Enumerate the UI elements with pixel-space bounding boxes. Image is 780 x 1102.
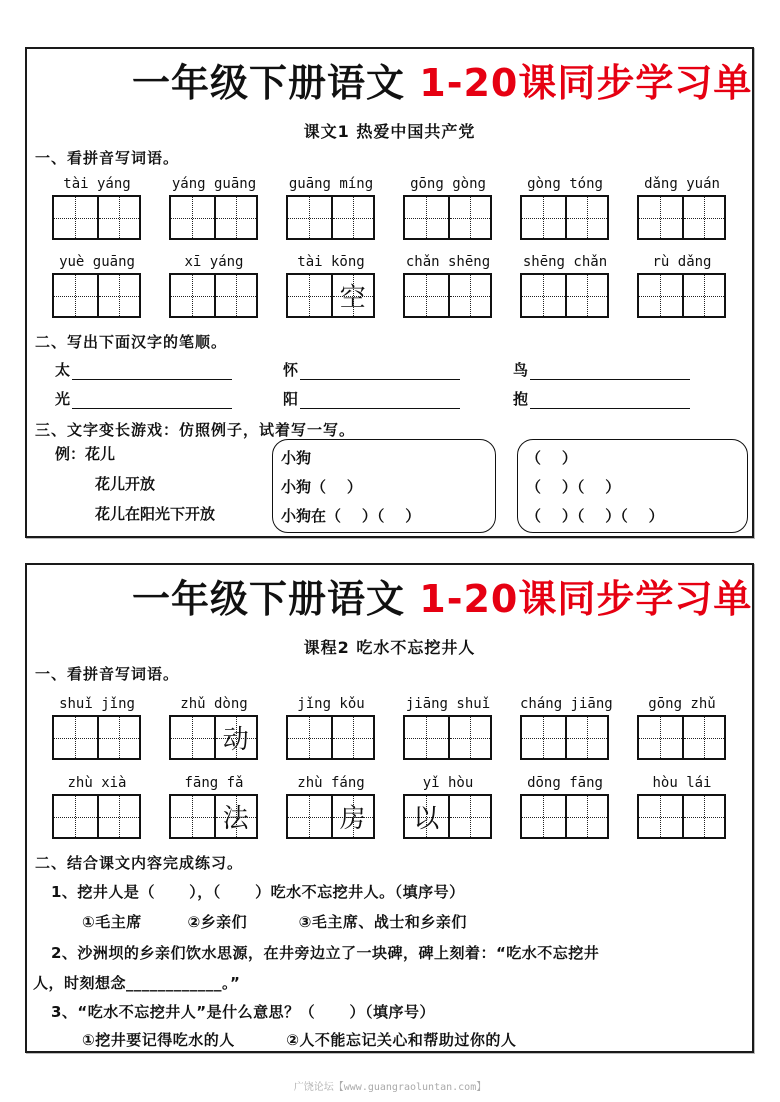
pinyin-label: hòu lái xyxy=(652,775,712,791)
example-label: 例：花儿 xyxy=(55,445,116,463)
writing-cell[interactable] xyxy=(288,796,331,837)
pinyin-word xyxy=(520,772,610,839)
writing-cell[interactable] xyxy=(171,275,214,316)
writing-cell[interactable] xyxy=(565,197,608,238)
answer-line[interactable] xyxy=(300,362,460,380)
writing-cell[interactable] xyxy=(405,796,448,837)
writing-cell[interactable] xyxy=(682,197,725,238)
pinyin-label: jiāng shuǐ xyxy=(405,696,491,712)
writing-cell[interactable] xyxy=(331,197,374,238)
writing-cell[interactable] xyxy=(97,796,140,837)
example-line: 花儿开放 xyxy=(95,475,156,493)
writing-cell[interactable] xyxy=(405,197,448,238)
pinyin-word xyxy=(637,772,727,839)
section-heading-pinyin: 一、看拼音写词语。 xyxy=(35,149,180,167)
stroke-char: 鸟 xyxy=(513,361,529,379)
writing-cell[interactable] xyxy=(522,197,565,238)
tianzige-grid[interactable] xyxy=(286,195,375,240)
pinyin-label: xī yáng xyxy=(184,254,244,270)
writing-cell[interactable] xyxy=(97,275,140,316)
pinyin-word xyxy=(403,693,493,760)
pinyin-label: gòng tóng xyxy=(527,176,603,192)
stroke-order-item xyxy=(513,359,690,380)
tianzige-grid[interactable] xyxy=(169,715,258,760)
question-3: 3、“吃水不忘挖井人”是什么意思？（ ）（填序号） xyxy=(51,1003,435,1021)
practice-line[interactable]: 小狗在（ ）（ ） xyxy=(281,507,421,525)
section-heading-word-game: 三、文字变长游戏：仿照例子，试着写一写。 xyxy=(35,421,356,439)
writing-cell[interactable] xyxy=(214,275,257,316)
title-black-part: 一年级下册语文 xyxy=(132,61,406,105)
writing-cell[interactable] xyxy=(54,197,97,238)
pinyin-word xyxy=(403,173,493,240)
writing-cell[interactable] xyxy=(522,717,565,758)
tianzige-grid[interactable] xyxy=(169,195,258,240)
pinyin-label: yuè guāng xyxy=(59,254,135,270)
given-character: 房 xyxy=(339,804,366,834)
stroke-order-item xyxy=(283,388,460,409)
writing-cell[interactable] xyxy=(331,796,374,837)
worksheet-panel-2 xyxy=(25,563,754,1053)
title-red-part: 1-20课同步学习单 xyxy=(419,577,753,621)
answer-line[interactable] xyxy=(300,391,460,409)
practice-line[interactable]: 小狗（ ） xyxy=(281,478,362,496)
stroke-char: 抱 xyxy=(513,390,529,408)
pinyin-word xyxy=(286,693,376,760)
writing-cell[interactable] xyxy=(639,796,682,837)
practice-line[interactable]: （ ）（ ） xyxy=(526,478,621,496)
writing-cell[interactable] xyxy=(288,275,331,316)
writing-cell[interactable] xyxy=(522,275,565,316)
pinyin-word xyxy=(403,772,493,839)
tianzige-grid[interactable] xyxy=(286,794,375,839)
pinyin-label: cháng jiāng xyxy=(520,696,613,712)
practice-line[interactable]: （ ） xyxy=(526,449,577,467)
pinyin-label: rù dǎng xyxy=(652,254,712,270)
pinyin-word xyxy=(169,772,259,839)
tianzige-grid[interactable] xyxy=(169,794,258,839)
section-heading-stroke-order: 二、写出下面汉字的笔顺。 xyxy=(35,333,228,351)
stroke-char: 光 xyxy=(55,390,71,408)
writing-cell[interactable] xyxy=(448,275,491,316)
worksheet-panel-1 xyxy=(25,47,754,538)
tianzige-grid[interactable] xyxy=(52,195,141,240)
tianzige-grid[interactable] xyxy=(403,715,492,760)
writing-cell[interactable] xyxy=(448,717,491,758)
question-1: 1、挖井人是（ ），（ ）吃水不忘挖井人。（填序号） xyxy=(51,883,465,901)
pinyin-word xyxy=(286,772,376,839)
given-character: 法 xyxy=(222,804,249,834)
stroke-char: 太 xyxy=(55,361,71,379)
worksheet-title xyxy=(132,573,752,625)
pinyin-label: yǐ hòu xyxy=(422,775,474,791)
writing-cell[interactable] xyxy=(448,197,491,238)
pinyin-label: tài kōng xyxy=(297,254,365,270)
writing-cell[interactable] xyxy=(639,197,682,238)
pinyin-word xyxy=(637,693,727,760)
pinyin-label: dǎng yuán xyxy=(644,176,720,192)
stroke-order-item xyxy=(283,359,460,380)
title-black-part: 一年级下册语文 xyxy=(132,577,406,621)
worksheet-title xyxy=(132,57,752,109)
writing-cell[interactable] xyxy=(522,796,565,837)
section-heading-comprehension: 二、结合课文内容完成练习。 xyxy=(35,854,244,872)
stroke-char: 怀 xyxy=(283,361,299,379)
watermark: 广饶论坛【www.guangraoluntan.com】 xyxy=(293,1082,487,1093)
given-character: 空 xyxy=(339,283,366,313)
pinyin-label: zhù fáng xyxy=(297,775,365,791)
pinyin-label: zhù xià xyxy=(67,775,127,791)
tianzige-grid[interactable] xyxy=(637,715,726,760)
given-character: 动 xyxy=(222,725,249,755)
tianzige-grid[interactable] xyxy=(637,195,726,240)
writing-cell[interactable] xyxy=(682,275,725,316)
section-heading-pinyin: 一、看拼音写词语。 xyxy=(35,665,180,683)
writing-cell[interactable] xyxy=(54,717,97,758)
writing-cell[interactable] xyxy=(171,796,214,837)
tianzige-grid[interactable] xyxy=(520,715,609,760)
tianzige-grid[interactable] xyxy=(52,715,141,760)
pinyin-word xyxy=(520,693,613,760)
practice-line[interactable]: （ ）（ ）（ ） xyxy=(526,507,664,525)
tianzige-grid[interactable] xyxy=(637,794,726,839)
pinyin-word xyxy=(52,173,142,240)
tianzige-grid[interactable] xyxy=(169,273,258,318)
stroke-order-item xyxy=(513,388,690,409)
pinyin-word xyxy=(520,251,610,318)
pinyin-word xyxy=(169,693,259,760)
tianzige-grid[interactable] xyxy=(52,794,141,839)
writing-cell[interactable] xyxy=(639,275,682,316)
pinyin-label: jǐng kǒu xyxy=(297,696,365,712)
tianzige-grid[interactable] xyxy=(403,794,492,839)
writing-cell[interactable] xyxy=(288,717,331,758)
pinyin-label: guāng míng xyxy=(288,176,374,192)
tianzige-grid[interactable] xyxy=(403,195,492,240)
question-2-line-1: 2、沙洲坝的乡亲们饮水思源，在井旁边立了一块碑，碑上刻着：“吃水不忘挖井 xyxy=(51,944,600,962)
writing-cell[interactable] xyxy=(565,275,608,316)
pinyin-word xyxy=(637,173,727,240)
writing-cell[interactable] xyxy=(97,197,140,238)
pinyin-label: tài yáng xyxy=(63,176,131,192)
practice-line[interactable]: 小狗 xyxy=(281,449,312,467)
question-2-line-2: 人，时刻想念____________。” xyxy=(33,974,241,992)
writing-cell[interactable] xyxy=(565,796,608,837)
tianzige-grid[interactable] xyxy=(286,273,375,318)
pinyin-label: shuǐ jǐng xyxy=(59,696,135,712)
pinyin-word xyxy=(169,173,259,240)
tianzige-grid[interactable] xyxy=(286,715,375,760)
pinyin-label: dōng fāng xyxy=(527,775,603,791)
writing-cell[interactable] xyxy=(405,275,448,316)
pinyin-word xyxy=(403,251,493,318)
writing-cell[interactable] xyxy=(448,796,491,837)
pinyin-label: yáng guāng xyxy=(171,176,257,192)
lesson-title: 课程2 吃水不忘挖井人 xyxy=(303,638,476,657)
lesson-title: 课文1 热爱中国共产党 xyxy=(303,122,476,141)
writing-cell[interactable] xyxy=(405,717,448,758)
tianzige-grid[interactable] xyxy=(52,273,141,318)
pinyin-label: zhǔ dòng xyxy=(180,696,248,712)
answer-line[interactable] xyxy=(530,362,690,380)
writing-cell[interactable] xyxy=(288,197,331,238)
stroke-order-item xyxy=(55,388,232,409)
writing-cell[interactable] xyxy=(331,275,374,316)
answer-line[interactable] xyxy=(72,362,232,380)
question-1-options: ①毛主席 ②乡亲们 ③毛主席、战士和乡亲们 xyxy=(82,913,467,931)
practice-box-1 xyxy=(272,439,496,533)
writing-cell[interactable] xyxy=(54,275,97,316)
writing-cell[interactable] xyxy=(171,197,214,238)
writing-cell[interactable] xyxy=(214,796,257,837)
writing-cell[interactable] xyxy=(682,717,725,758)
writing-cell[interactable] xyxy=(214,197,257,238)
pinyin-label: fāng fǎ xyxy=(184,775,244,791)
pinyin-word xyxy=(52,693,142,760)
pinyin-label: gōng gòng xyxy=(410,176,486,192)
writing-cell[interactable] xyxy=(54,796,97,837)
writing-cell[interactable] xyxy=(639,717,682,758)
tianzige-grid[interactable] xyxy=(520,273,609,318)
given-character: 以 xyxy=(413,804,440,834)
pinyin-word xyxy=(52,251,142,318)
pinyin-word xyxy=(520,173,610,240)
stroke-char: 阳 xyxy=(283,390,299,408)
stroke-order-item xyxy=(55,359,232,380)
answer-line[interactable] xyxy=(530,391,690,409)
writing-cell[interactable] xyxy=(682,796,725,837)
example-line: 花儿在阳光下开放 xyxy=(95,505,216,523)
tianzige-grid[interactable] xyxy=(520,794,609,839)
title-red-part: 1-20课同步学习单 xyxy=(419,61,753,105)
answer-line[interactable] xyxy=(72,391,232,409)
writing-cell[interactable] xyxy=(171,717,214,758)
writing-cell[interactable] xyxy=(331,717,374,758)
pinyin-word xyxy=(169,251,259,318)
pinyin-label: gōng zhǔ xyxy=(648,696,716,712)
pinyin-word xyxy=(286,251,376,318)
pinyin-label: shēng chǎn xyxy=(522,254,608,270)
writing-cell[interactable] xyxy=(565,717,608,758)
tianzige-grid[interactable] xyxy=(637,273,726,318)
pinyin-word xyxy=(637,251,727,318)
pinyin-word xyxy=(286,173,376,240)
tianzige-grid[interactable] xyxy=(520,195,609,240)
pinyin-word xyxy=(52,772,142,839)
writing-cell[interactable] xyxy=(214,717,257,758)
question-3-options: ①挖井要记得吃水的人 ②人不能忘记关心和帮助过你的人 xyxy=(82,1031,517,1049)
pinyin-label: chǎn shēng xyxy=(405,254,491,270)
writing-cell[interactable] xyxy=(97,717,140,758)
practice-box-2 xyxy=(517,439,748,533)
tianzige-grid[interactable] xyxy=(403,273,492,318)
